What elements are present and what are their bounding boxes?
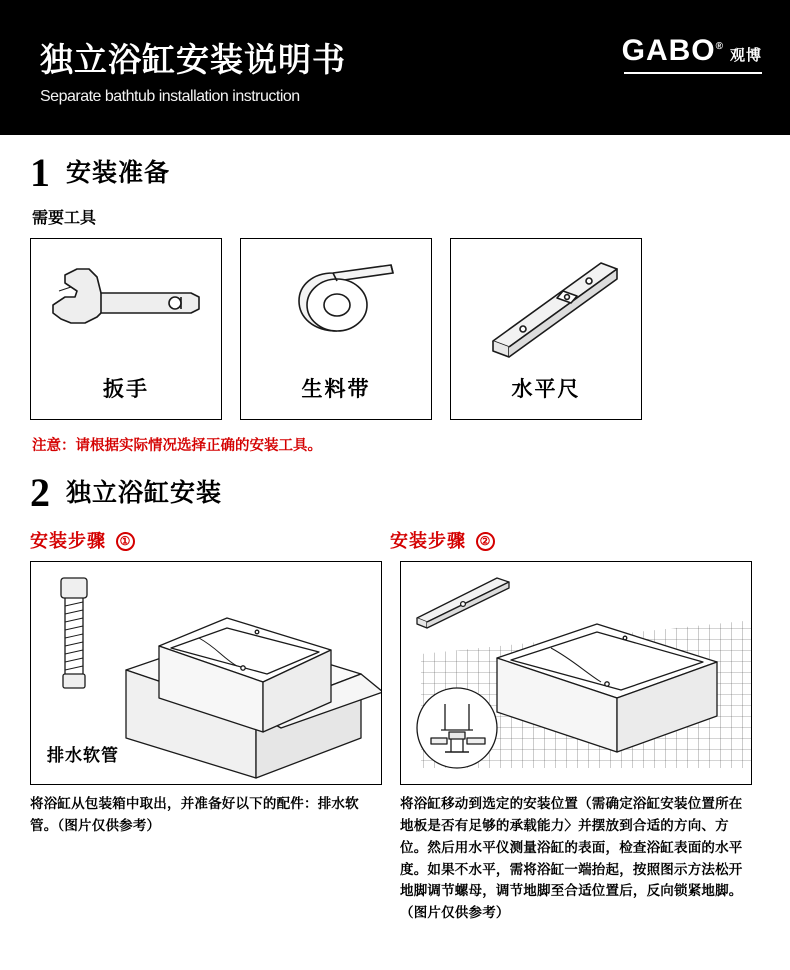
section-1-title: 安装准备	[66, 159, 171, 187]
step-1-column	[30, 561, 382, 924]
steps-header-row	[30, 527, 760, 553]
brand-underline	[624, 72, 762, 74]
step-2-heading	[390, 527, 750, 553]
section-1-heading	[30, 150, 760, 195]
section-1-number: 1	[30, 150, 50, 195]
tool-label-level: 水平尺	[511, 378, 581, 401]
ptfe-tape-icon	[241, 247, 431, 365]
step-1-text: 将浴缸从包装箱中取出，并准备好以下的配件：排水软管。（图片仅供参考）	[30, 796, 359, 833]
tool-label-tape: 生料带	[301, 378, 371, 401]
step-1-illustration	[30, 561, 382, 785]
step-2-badge: ②	[476, 532, 495, 551]
brand-name: GABO	[621, 34, 716, 67]
tools-subheading: 需要工具	[32, 210, 97, 227]
page-header	[0, 0, 790, 135]
section-2-number: 2	[30, 470, 50, 515]
tool-card-wrench	[30, 238, 222, 420]
page-subtitle: Separate bathtub installation instruction	[40, 88, 300, 105]
step-2-text: 将浴缸移动到选定的安装位置（需确定浴缸安装位置所在地板是否有足够的承载能力〉并摆放到合适的方向、方位。然后用水平仪测量浴缸的表面，检查浴缸表面的水平度。如果不水平，需将浴缸一端抬起，按照图示方法松开地脚调节螺母，调节地脚至合适位置后，反向锁紧地脚。（图片仅供参考）	[400, 796, 743, 921]
wrench-icon	[31, 247, 221, 365]
level-ruler-icon	[451, 247, 641, 365]
step-1-heading-label: 安装步骤	[30, 531, 106, 551]
tools-list	[30, 238, 760, 420]
tool-card-tape	[240, 238, 432, 420]
page-title: 独立浴缸安装说明书	[40, 41, 346, 78]
step-1-heading	[30, 527, 390, 553]
brand-wordmark	[622, 36, 762, 66]
tools-note: 注意：请根据实际情况选择正确的安装工具。	[32, 438, 322, 454]
step-2-heading-label: 安装步骤	[390, 531, 466, 551]
step-1-badge: ①	[116, 532, 135, 551]
tool-label-wrench: 扳手	[103, 378, 149, 401]
brand-logo	[622, 36, 762, 74]
tool-card-level	[450, 238, 642, 420]
step-2-illustration	[400, 561, 752, 785]
section-2-title: 独立浴缸安装	[66, 479, 223, 507]
section-2-heading	[30, 470, 760, 515]
step-1-image-caption: 排水软管	[47, 746, 119, 765]
brand-name-cn: 观博	[729, 47, 762, 64]
steps-row	[30, 561, 760, 924]
document-body	[0, 150, 790, 924]
registered-trademark-icon: ®	[715, 41, 724, 52]
step-2-column	[400, 561, 752, 924]
